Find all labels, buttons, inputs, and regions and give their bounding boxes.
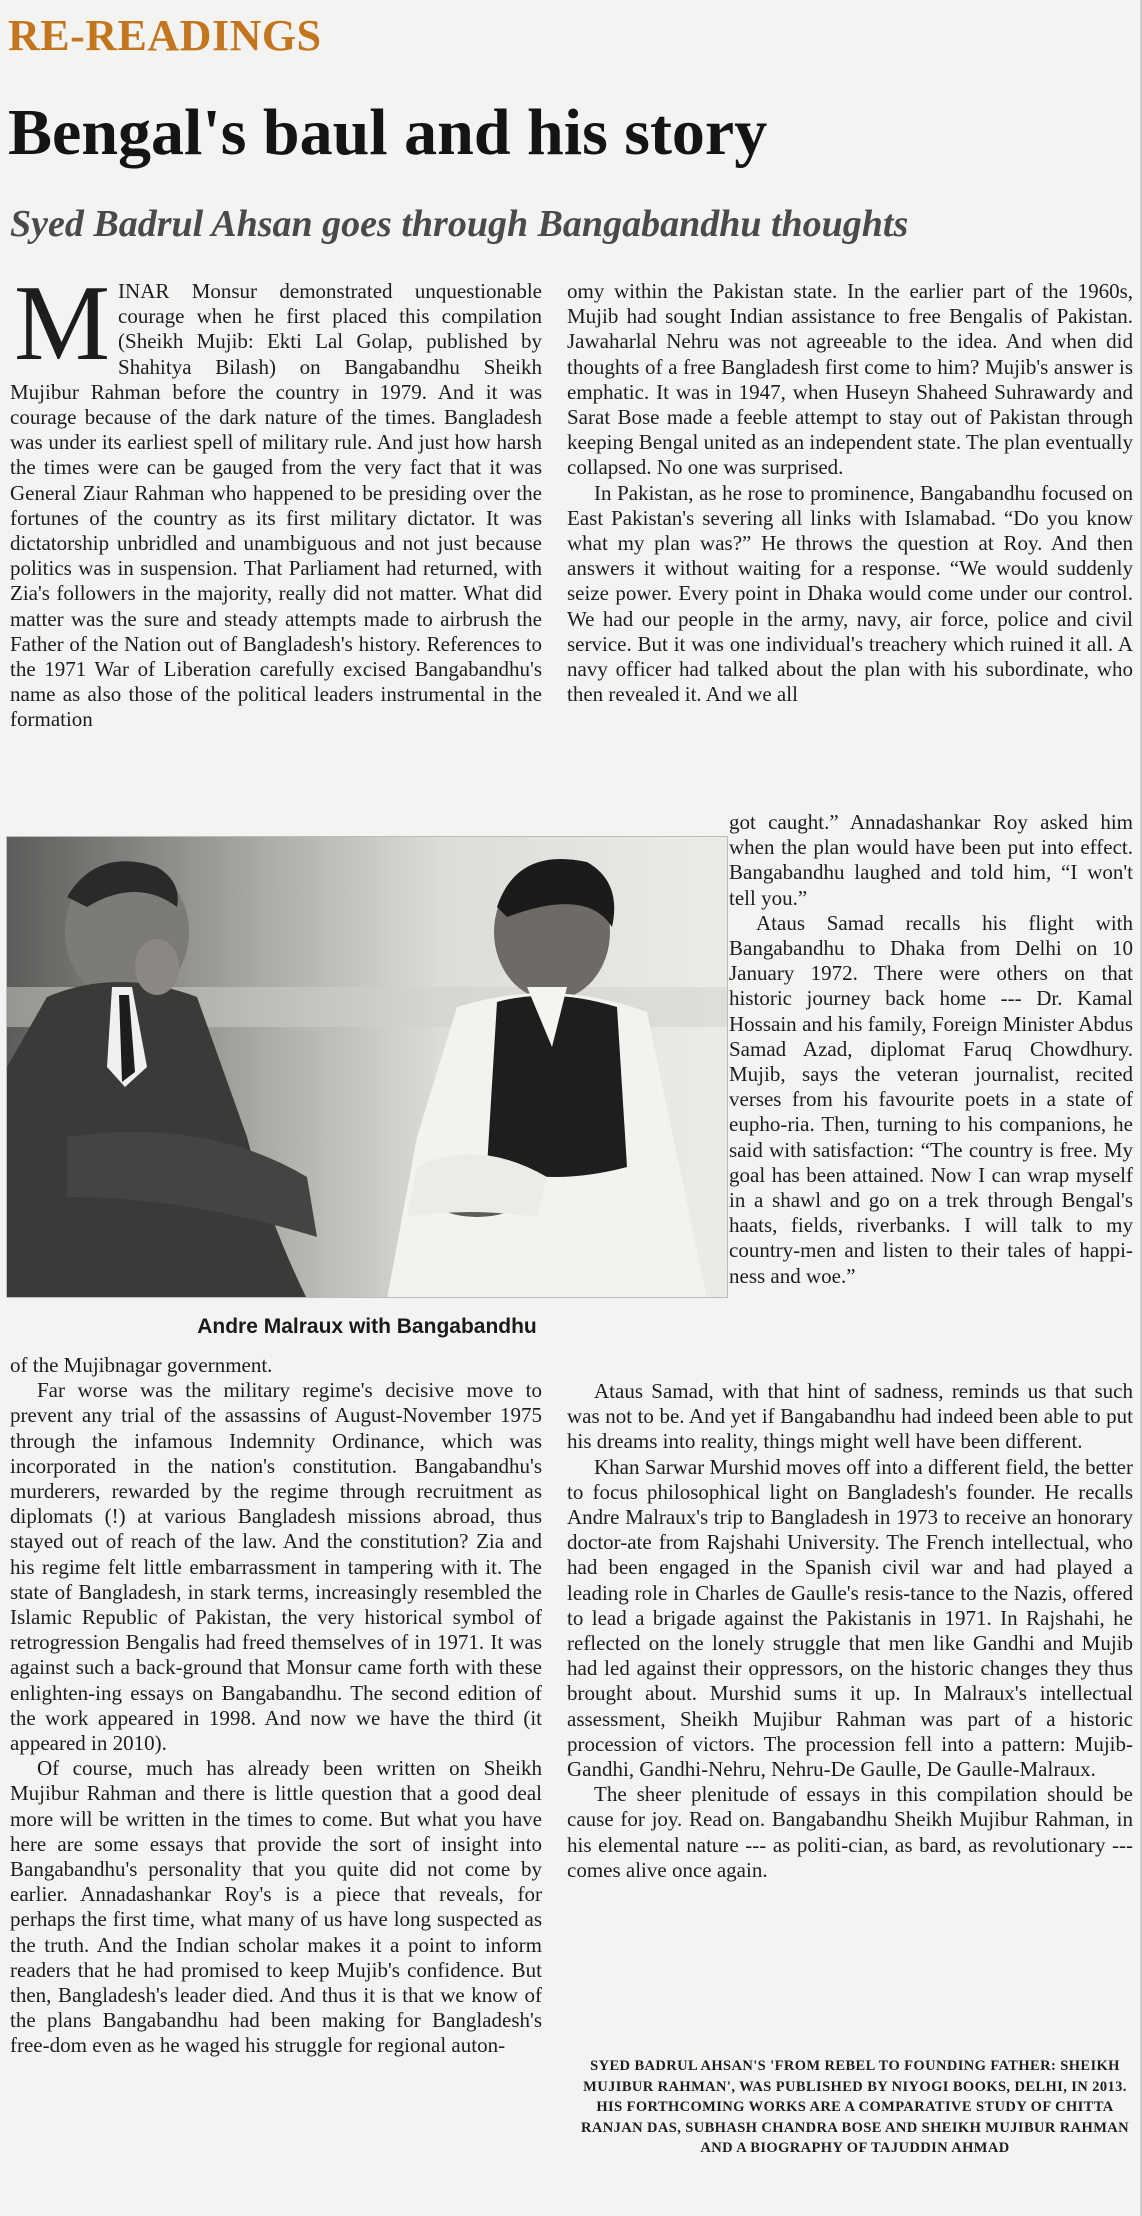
drop-cap: M: [14, 264, 111, 383]
paragraph: In Pakistan, as he rose to prominence, Bangabandhu focused on East Pakistan's severing all links with Islamabad. “Do you know what my plan was?” He throws the question at Roy. And then answers it without waiting for a response. “We would suddenly seize power. Every point in Dhaka would come under our control. We had our people in the army, navy, air force, police and civil service. But it was one individual's treachery which ruined it all. A navy officer had talked about the plan with his subordinate, who then revealed it. And we all: [567, 480, 1133, 707]
photo-caption: Andre Malraux with Bangabandhu: [197, 1315, 537, 1338]
paragraph: Far worse was the military regime's decisive move to prevent any trial of the assassins of August-November 1975 through the infamous Indemnity Ordinance, which was incorporated in the nation's constitution. Bangabandhu's murderers, rewarded by the regime through recruitment as diplomats (!) at various Bangladesh missions abroad, thus stayed out of reach of the law. And the constitution? Zia and his regime felt little embarrassment in tampering with it. The state of Bangladesh, in stark terms, increasingly resembled the Islamic Republic of Pakistan, the very historical symbol of retrogression Bengalis had freed themselves of in 1971. It was against such a back-ground that Monsur came forth with these enlighten-ing essays on Bangabandhu. The second edition of the work appeared in 1998. And now we have the third (it appeared in 2010).: [10, 1378, 542, 1756]
paragraph: Of course, much has already been written on Sheikh Mujibur Rahman and there is little question that a good deal more will be written in the times to come. But what you have here are some essays that provide the sort of insight into Bangabandhu's personality that you quite did not come by earlier. Annadashankar Roy's is a piece that reveals, for perhaps the first time, what many of us have long suspected as the truth. And the Indian scholar makes it a point to inform readers that he had promised to keep Mujib's confidence. But then, Bangladesh's leader died. And thus it is that we know of the plans Bangabandhu had been making for Bangladesh's free-dom even as he waged his struggle for regional auton-: [10, 1756, 542, 2058]
paragraph: got caught.” Annadashankar Roy asked him when the plan would have been put into effect. Bangabandhu laughed and told him, “I won't tell you.”: [729, 810, 1133, 910]
author-bio-note: SYED BADRUL AHSAN'S 'FROM REBEL TO FOUNDING FATHER: SHEIKH MUJIBUR RAHMAN', WAS PUBLISHED BY NIYOGI BOOKS, DELHI, IN 2013. HIS FORTHCOMING WORKS ARE A COMPARATIVE STUDY OF CHITTA RANJAN DAS, SUBHASH CHANDRA BOSE AND SHEIKH MUJIBUR RAHMAN AND A BIOGRAPHY OF TAJUDDIN AHMAD: [580, 2058, 1130, 2156]
photo-malraux-bangabandhu: [6, 836, 728, 1298]
paragraph: Ataus Samad, with that hint of sadness, reminds us that such was not to be. And yet if Bangabandhu had indeed been able to put his dreams into reality, things might well have been different.: [567, 1379, 1133, 1454]
headline: Bengal's baul and his story: [8, 96, 768, 169]
paragraph-text: INAR Monsur demonstrated unquestionable courage when he first placed this compilation (Sheikh Mujib: Ekti Lal Golap, published by Shahitya Bilash) on Bangabandhu Sheikh Mujibur Rahman before the country in 1979. And it was courage because of the dark nature of the times. Bangladesh was under its earliest spell of military rule. And just how harsh the times were can be gauged from the very fact that it was General Ziaur Rahman who happened to be presiding over the fortunes of the country as its first military dictator. It was dictatorship unbridled and unambiguous and not just because politics was in suspension. That Parliament had returned, with Zia's followers in the majority, really did not matter. What did matter was the sure and steady attempts made to airbrush the Father of the Nation out of Bangladesh's history. References to the 1971 War of Liberation carefully excised Bangabandhu's name as also those of the political leaders instrumental in the formation: [10, 279, 542, 732]
paragraph: omy within the Pakistan state. In the earlier part of the 1960s, Mujib had sought Indian assistance to free Bengalis of Pakistan. Jawaharlal Nehru was not agreeable to the idea. And when did thoughts of a free Bangladesh first come to him? Mujib's answer is emphatic. It was in 1947, when Huseyn Shaheed Suhrawardy and Sarat Bose made a feeble attempt to stay out of Pakistan through keeping Bengal united as an independent state. The plan eventually collapsed. No one was surprised.: [567, 279, 1133, 480]
paragraph: Khan Sarwar Murshid moves off into a different field, the better to focus philosophical light on Bangladesh's founder. He recalls Andre Malraux's trip to Bangladesh in 1973 to receive an honorary doctor-ate from Rajshahi University. The French intellectual, who had been engaged in the Spanish civil war and had played a leading role in Charles de Gaulle's resis-tance to the Nazis, offered to lead a brigade against the Pakistanis in 1971. In Rajshahi, he reflected on the lonely struggle that men like Gandhi and Mujib had led against their oppressors, on the historic changes they thus brought about. Murshid sums it up. In Malraux's intellectual assessment, Sheikh Mujibur Rahman was part of a historic procession of victors. The procession fell into a pattern: Mujib-Gandhi, Gandhi-Nehru, Nehru-De Gaulle, De Gaulle-Malraux.: [567, 1454, 1133, 1782]
article-column-right-top: [567, 279, 1133, 707]
photo-illustration: [7, 837, 728, 1298]
paragraph: The sheer plenitude of essays in this compilation should be cause for joy. Read on. Bangabandhu Sheikh Mujibur Rahman, in his elemental nature --- as politi-cian, as bard, as revolutionary --- comes alive once again.: [567, 1782, 1133, 1882]
paragraph: Ataus Samad recalls his flight with Bangabandhu to Dhaka from Delhi on 10 January 1972. There were others on that historic journey back home --- Dr. Kamal Hossain and his family, Foreign Minister Abdus Samad Azad, diplomat Faruq Chowdhury. Mujib, says the veteran journalist, recited verses from his favourite poets in a state of eupho-ria. Then, turning to his companions, he said with satisfaction: “The country is free. My goal has been attained. Now I can wrap myself in a shawl and go on a trek through Bengal's haats, fields, riverbanks. I will talk to my country-men and listen to their tales of happi-ness and woe.”: [729, 910, 1133, 1288]
section-label: RE-READINGS: [8, 11, 322, 60]
paragraph: [10, 264, 542, 733]
article-column-left-top: [10, 264, 542, 733]
article-column-left-bottom: [10, 1353, 542, 2059]
paragraph: of the Mujibnagar government.: [10, 1353, 273, 1377]
article-column-right-bottom: [567, 1379, 1133, 1883]
dek-subtitle: Syed Badrul Ahsan goes through Bangabandhu thoughts: [10, 203, 909, 245]
article-column-right-mid: [729, 810, 1133, 1289]
